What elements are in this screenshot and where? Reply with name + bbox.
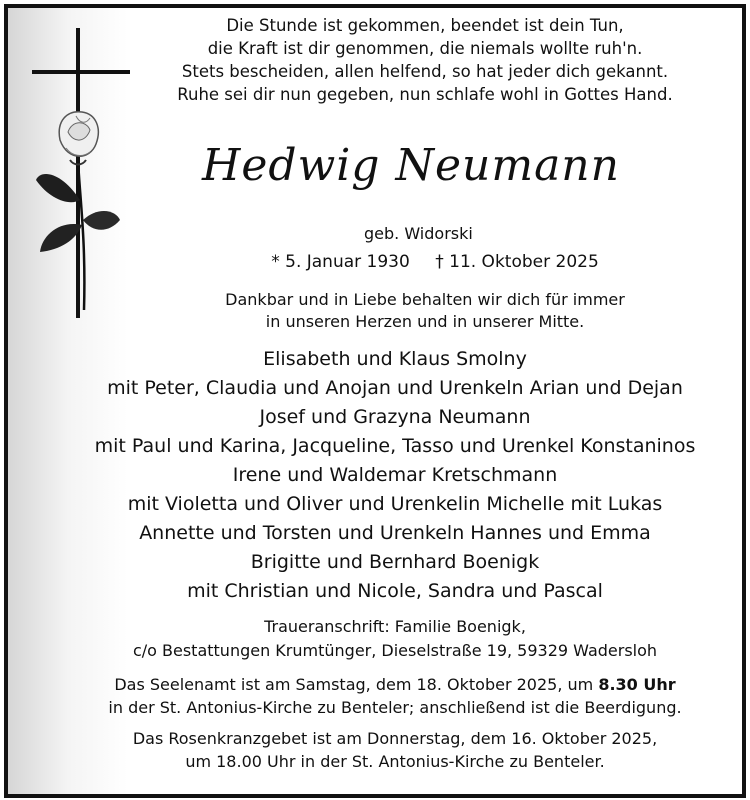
dedication-line: in unseren Herzen und in unserer Mitte. [265,312,585,331]
life-dates [120,252,750,272]
poem-line: Ruhe sei dir nun gegeben, nun schlafe wohl in Gottes Hand. [177,85,673,104]
address-line: c/o Bestattungen Krumtünger, Dieselstraße 19, 59329 Wadersloh [132,641,658,660]
family-line: mit Christian und Nicole, Sandra und Pascal [187,580,603,602]
family-line: Brigitte und Bernhard Boenigk [250,551,540,573]
death-date: † 11. Oktober 2025 [435,252,599,272]
poem [100,14,750,106]
dedication-line: Dankbar und in Liebe behalten wir dich für immer [225,290,625,309]
service-line: in der St. Antonius-Kirche zu Benteler; anschließend ist die Beerdigung. [108,698,682,717]
deceased-name: Hedwig Neumann [202,140,620,191]
birth-name: geb. Widorski [364,224,473,243]
family-line: Josef und Grazyna Neumann [259,406,531,428]
service-info [40,673,750,773]
family-line: mit Peter, Claudia und Anojan und Urenkeln Arian und Dejan [107,377,683,399]
family-line: mit Paul und Karina, Jacqueline, Tasso und Urenkel Konstaninos [94,435,696,457]
family-line: Irene und Waldemar Kretschmann [232,464,558,486]
mourning-address [40,615,750,663]
address-line: Traueranschrift: Familie Boenigk, [264,617,526,636]
family-list [40,345,750,606]
service-line-text: Das Seelenamt ist am Samstag, dem 18. Oktober 2025, um [114,675,599,694]
service-line: um 18.00 Uhr in der St. Antonius-Kirche zu Benteler. [185,752,605,771]
poem-line: Stets bescheiden, allen helfend, so hat jeder dich gekannt. [181,62,669,81]
poem-line: Die Stunde ist gekommen, beendet ist dein Tun, [226,16,624,35]
dedication [100,289,750,333]
family-line: Annette und Torsten und Urenkeln Hannes und Emma [139,522,651,544]
service-time: 8.30 Uhr [598,675,676,694]
birth-date: * 5. Januar 1930 [271,252,410,272]
poem-line: die Kraft ist dir genommen, die niemals wollte ruh'n. [207,39,643,58]
service-line [40,673,750,696]
family-line: Elisabeth und Klaus Smolny [263,348,527,370]
family-line: mit Violetta und Oliver und Urenkelin Michelle mit Lukas [127,493,663,515]
service-line: Das Rosenkranzgebet ist am Donnerstag, dem 16. Oktober 2025, [132,729,658,748]
